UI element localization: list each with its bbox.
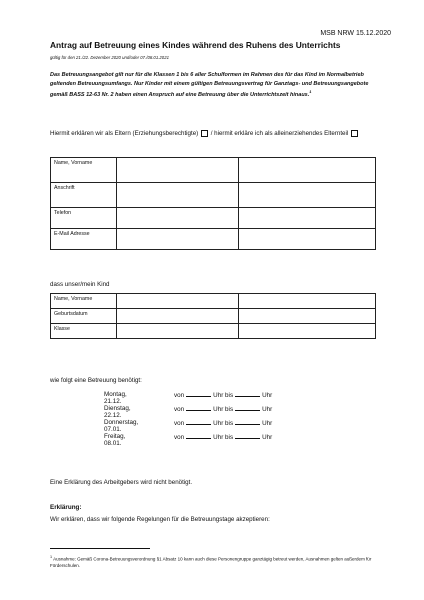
declaration-single-parent-text: / hiermit erkläre ich als alleinerziehendes Elternteil [210,130,349,137]
schedule-day: Donnerstag, 07.01. [104,419,139,433]
table-label: Klasse [51,324,117,339]
table-label: Anschrift [51,183,117,208]
table-input-cell[interactable] [239,324,376,339]
uhr-label: Uhr [262,406,273,413]
table-input-cell[interactable] [117,229,239,250]
footnote-marker: 1 [50,555,53,559]
table-input-cell[interactable] [239,294,376,309]
uhr-label: Uhr [262,434,273,441]
uhr-label: Uhr [262,392,273,399]
schedule-day: Dienstag, 22.12. [104,405,131,419]
parents-table [50,157,376,250]
von-label: von [174,434,185,441]
uhr-label: Uhr [262,420,273,427]
footnote-divider [50,548,150,549]
footnote-text: Ausnahme: Gemäß Corona-Betreuungsverordnung §1 Absatz 10 kann auch diese Personengruppe ganztägig betreut werden, Ausnahmen gelten außerdem für Förderschulen. [50,556,372,568]
table-input-cell[interactable] [239,309,376,324]
table-input-cell[interactable] [239,208,376,229]
end-time-blank[interactable] [235,405,260,411]
uhr-bis-label: Uhr bis [213,420,234,427]
table-input-cell[interactable] [117,158,239,183]
table-row [51,309,376,324]
table-row [51,183,376,208]
table-row [51,324,376,339]
table-input-cell[interactable] [117,309,239,324]
start-time-blank[interactable] [186,433,211,439]
table-input-cell[interactable] [239,229,376,250]
end-time-blank[interactable] [235,391,260,397]
schedule-intro: wie folgt eine Betreuung benötigt: [50,377,142,384]
von-label: von [174,406,185,413]
footnote-reference: 1 [309,89,312,95]
end-time-blank[interactable] [235,419,260,425]
schedule-day: Montag, 21.12. [104,391,127,405]
table-label: Geburtsdatum [51,309,117,324]
table-input-cell[interactable] [117,183,239,208]
start-time-blank[interactable] [186,405,211,411]
uhr-bis-label: Uhr bis [213,434,234,441]
validity-note: gültig für den 21./22. Dezember 2020 und/oder 07./08.01.2021 [50,55,169,60]
declaration-parents-text: Hiermit erklären wir als Eltern (Erziehungsberechtigte) [50,130,199,137]
declaration-heading: Erklärung: [50,504,82,511]
table-input-cell[interactable] [239,183,376,208]
footnote [50,554,380,570]
start-time-blank[interactable] [186,391,211,397]
intro-paragraph [50,71,375,100]
table-label: Telefon [51,208,117,229]
declaration-line [50,128,380,139]
schedule-times [174,433,272,441]
table-input-cell[interactable] [117,324,239,339]
schedule-times [174,391,272,399]
child-table [50,293,376,339]
table-label: E-Mail Adresse [51,229,117,250]
von-label: von [174,420,185,427]
uhr-bis-label: Uhr bis [213,406,234,413]
table-row [51,158,376,183]
single-parent-checkbox[interactable] [351,130,358,137]
table-row [51,208,376,229]
table-label: Name, Vorname [51,158,117,183]
employer-note: Eine Erklärung des Arbeitgebers wird nicht benötigt. [50,479,193,486]
table-input-cell[interactable] [239,158,376,183]
table-input-cell[interactable] [117,294,239,309]
parents-checkbox[interactable] [201,130,208,137]
end-time-blank[interactable] [235,433,260,439]
table-label: Name, Vorname [51,294,117,309]
document-reference: MSB NRW 15.12.2020 [320,30,391,37]
page-title: Antrag auf Betreuung eines Kindes während des Ruhens des Unterrichts [50,40,341,50]
table-input-cell[interactable] [117,208,239,229]
start-time-blank[interactable] [186,419,211,425]
child-intro: dass unser/mein Kind [50,281,110,288]
uhr-bis-label: Uhr bis [213,392,234,399]
intro-text: Das Betreuungsangebot gilt nur für die Klassen 1 bis 6 aller Schulformen im Rahmen des für das Kind im Normalbetrieb geltenden Betreuungsumfangs. Nur Kinder mit einem gültigen Betreuungsvertrag für Ganztags- und Betreuungsangebote gemäß BASS 12-63 Nr. 2 haben einen Anspruch auf eine Betreuung über die Unterrichtszeit hinaus. [50,72,369,99]
schedule-times [174,419,272,427]
schedule-day: Freitag, 08.01. [104,433,126,447]
von-label: von [174,392,185,399]
schedule-times [174,405,272,413]
table-row [51,294,376,309]
declaration-text: Wir erklären, dass wir folgende Regelungen für die Betreuungstage akzeptieren: [50,516,270,523]
table-row [51,229,376,250]
